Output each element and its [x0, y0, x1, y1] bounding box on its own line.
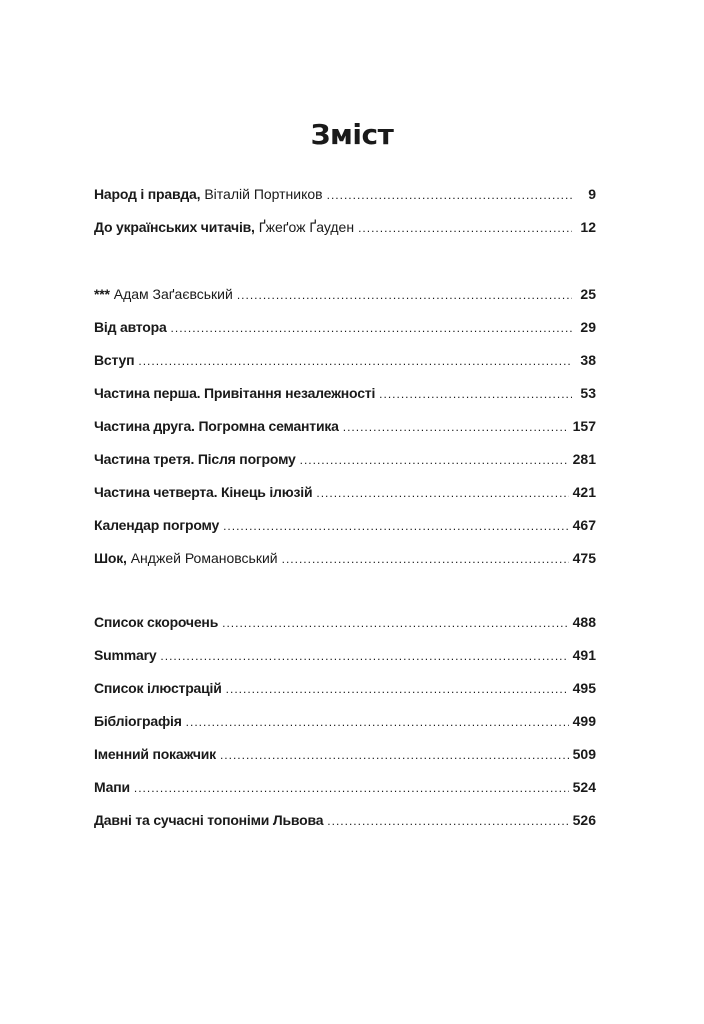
toc-entry-title: Список скорочень [94, 614, 219, 630]
toc-entry-page: 495 [572, 680, 596, 696]
dot-leader [282, 552, 569, 566]
toc-entry-author: Адам Заґаєвський [113, 286, 233, 302]
toc-entry-page: 25 [580, 286, 596, 302]
dot-leader [237, 288, 572, 302]
dot-leader [343, 420, 569, 434]
toc-entry-title: Шок, [94, 550, 127, 566]
toc-entry-title: Частина друга. Погромна семантика [94, 418, 339, 434]
toc-entry-page: 9 [588, 186, 596, 202]
toc-entry-title: Народ і правда, [94, 186, 201, 202]
toc-entry-page: 491 [572, 647, 596, 663]
toc-entry-author: Віталій Портников [204, 186, 323, 202]
toc-entry-page: 281 [572, 451, 596, 467]
toc-entry-page: 499 [572, 713, 596, 729]
dot-leader [171, 321, 572, 335]
toc-entry-page: 475 [572, 550, 596, 566]
toc-entry [94, 352, 596, 385]
toc-entry [94, 517, 596, 550]
toc-entry [94, 812, 596, 845]
toc-entry-page: 38 [580, 352, 596, 368]
dot-leader [160, 649, 568, 663]
toc-entry [94, 614, 596, 647]
toc-entry-title: Календар погрому [94, 517, 220, 533]
toc-entry [94, 385, 596, 418]
toc-entry-page: 53 [580, 385, 596, 401]
page-title: Зміст [310, 118, 394, 151]
dot-leader [316, 486, 568, 500]
dot-leader [222, 616, 569, 630]
toc-entry-page: 157 [572, 418, 596, 434]
dot-leader [379, 387, 572, 401]
dot-leader [300, 453, 569, 467]
toc-entry-title: Давні та сучасні топоніми Львова [94, 812, 324, 828]
toc-entry-page: 467 [572, 517, 596, 533]
toc-entry [94, 186, 596, 219]
toc-entry-title: Вступ [94, 352, 135, 368]
toc-entry-page: 526 [572, 812, 596, 828]
toc-entry [94, 286, 596, 319]
toc-entry-title: До українських читачів, [94, 219, 255, 235]
toc-group-back-matter [94, 614, 596, 845]
toc-entry-title: Список ілюстрацій [94, 680, 222, 696]
toc-entry [94, 219, 596, 252]
toc-entry-title: *** [94, 286, 110, 302]
toc-entry-author: Анджей Романовський [130, 550, 278, 566]
toc-entry [94, 746, 596, 779]
dot-leader [186, 715, 569, 729]
dot-leader [226, 682, 569, 696]
toc-entry [94, 647, 596, 680]
toc-entry-page: 524 [572, 779, 596, 795]
toc-entry-title: Бібліографія [94, 713, 182, 729]
toc-entry-page: 509 [572, 746, 596, 762]
toc-entry [94, 680, 596, 713]
toc-entry-title: Іменний покажчик [94, 746, 216, 762]
toc-entry [94, 451, 596, 484]
toc-entry-author: Ґжеґож Ґауден [258, 219, 355, 235]
toc-group-main [94, 286, 596, 583]
toc-entry-title: Summary [94, 647, 157, 663]
dot-leader [223, 519, 569, 533]
dot-leader [220, 748, 569, 762]
toc-entry-page: 29 [580, 319, 596, 335]
toc-group-front-matter [94, 186, 596, 252]
toc-entry [94, 418, 596, 451]
toc-entry-title: Частина четверта. Кінець ілюзій [94, 484, 313, 500]
dot-leader [358, 221, 572, 235]
dot-leader [134, 781, 569, 795]
dot-leader [327, 188, 572, 202]
toc-entry [94, 319, 596, 352]
toc-entry-title: Частина перша. Привітання незалежності [94, 385, 376, 401]
toc-entry [94, 550, 596, 583]
toc-entry [94, 713, 596, 746]
dot-leader [327, 814, 568, 828]
toc-entry [94, 779, 596, 812]
toc-entry-page: 488 [572, 614, 596, 630]
toc-entry-title: Мапи [94, 779, 130, 795]
dot-leader [138, 354, 572, 368]
toc-entry [94, 484, 596, 517]
toc-entry-title: Від автора [94, 319, 167, 335]
toc-entry-page: 12 [580, 219, 596, 235]
toc-entry-page: 421 [572, 484, 596, 500]
toc-entry-title: Частина третя. Після погрому [94, 451, 296, 467]
